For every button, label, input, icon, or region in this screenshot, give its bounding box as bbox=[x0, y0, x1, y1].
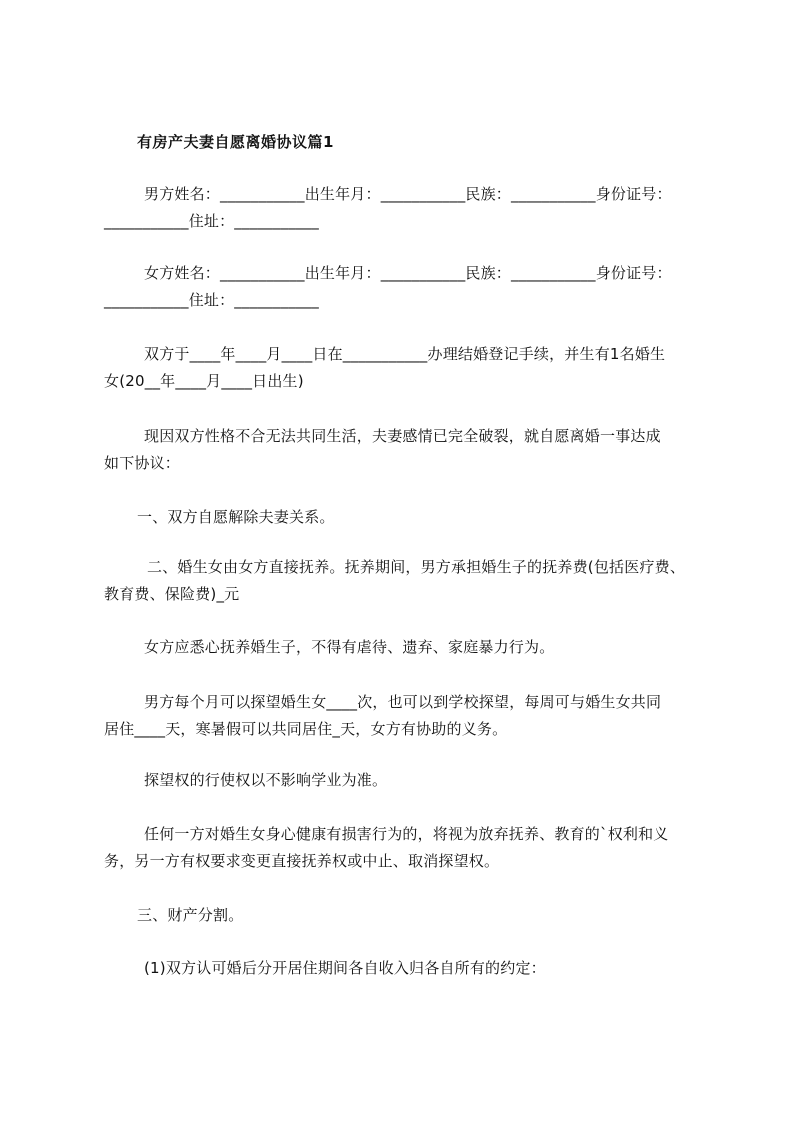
paragraph-line: 男方每个月可以探望婚生女____次，也可以到学校探望，每周可与婚生女共同 bbox=[144, 693, 662, 711]
paragraph-line: 二、婚生女由女方直接抚养。抚养期间，男方承担婚生子的抚养费(包括医疗费、 bbox=[147, 558, 686, 576]
paragraph-income bbox=[104, 955, 719, 982]
paragraph-line: 如下协议： bbox=[104, 453, 181, 472]
paragraph-care bbox=[104, 634, 719, 661]
clause-two bbox=[104, 554, 719, 607]
paragraph-line: 女方应悉心抚养婚生子，不得有虐待、遗弃、家庭暴力行为。 bbox=[144, 638, 555, 656]
clause-one bbox=[104, 504, 719, 531]
paragraph-visitation-rule bbox=[104, 767, 719, 794]
paragraph-line: ___________住址：___________ bbox=[104, 211, 320, 230]
paragraph-visitation bbox=[104, 689, 719, 742]
paragraph-line: ___________住址：___________ bbox=[104, 290, 320, 309]
paragraph-line: 三、财产分割。 bbox=[137, 906, 244, 924]
paragraph-reason bbox=[104, 423, 719, 476]
paragraph-male-info bbox=[104, 181, 719, 234]
paragraph-line: 教育费、保险费)_元 bbox=[104, 584, 240, 603]
clause-three bbox=[104, 902, 719, 929]
paragraph-female-info bbox=[104, 260, 719, 313]
paragraph-line: 任何一方对婚生女身心健康有损害行为的，将视为放弃抚养、教育的`权利和义 bbox=[144, 825, 669, 843]
paragraph-line: 居住____天，寒暑假可以共同居住_天，女方有协助的义务。 bbox=[104, 719, 508, 738]
paragraph-line: 男方姓名：___________出生年月：___________民族：___________身份证号： bbox=[144, 185, 672, 203]
paragraph-line: 女方姓名：___________出生年月：___________民族：___________身份证号： bbox=[144, 264, 672, 282]
paragraph-line: (1)双方认可婚后分开居住期间各自收入归各自所有的约定： bbox=[144, 959, 546, 977]
paragraph-marriage bbox=[104, 341, 719, 394]
paragraph-line: 探望权的行使权以不影响学业为准。 bbox=[144, 771, 388, 789]
paragraph-line: 现因双方性格不合无法共同生活，夫妻感情已完全破裂，就自愿离婚一事达成 bbox=[144, 427, 661, 445]
paragraph-line: 双方于____年____月____日在___________办理结婚登记手续，并生有1名婚生 bbox=[144, 345, 666, 363]
paragraph-line: 女(20__年____月____日出生) bbox=[104, 371, 304, 390]
paragraph-harm bbox=[104, 821, 719, 874]
paragraph-line: 一、双方自愿解除夫妻关系。 bbox=[137, 508, 335, 526]
paragraph-line: 务，另一方有权要求变更直接抚养权或中止、取消探望权。 bbox=[104, 851, 500, 870]
document-title: 有房产夫妻自愿离婚协议篇1 bbox=[137, 133, 334, 151]
